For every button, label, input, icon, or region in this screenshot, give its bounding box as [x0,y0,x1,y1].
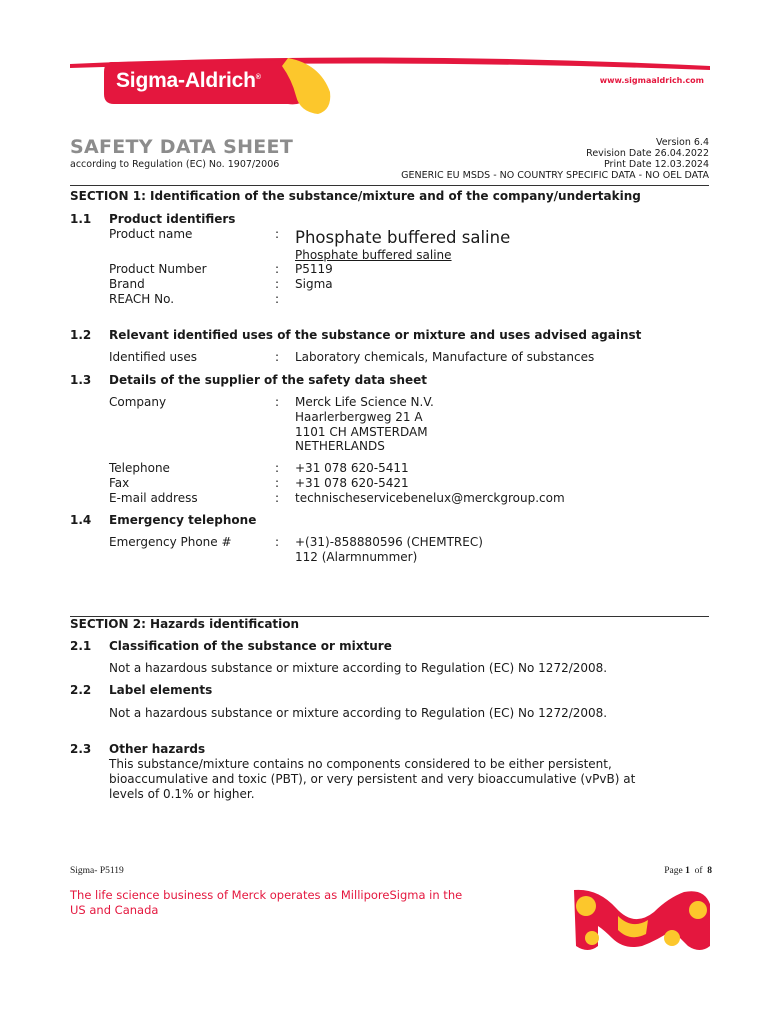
colon: : [275,535,280,549]
website-url[interactable]: www.sigmaaldrich.com [599,76,704,85]
colon: : [275,292,280,306]
emergency-phone: +(31)-858880596 (CHEMTREC) [295,535,483,549]
header-banner [0,0,768,130]
identified-uses-label: Identified uses [109,350,198,364]
company-line: NETHERLANDS [295,439,385,453]
product-name-label: Product name [109,227,193,241]
subsection-title: Emergency telephone [109,513,257,527]
merck-tagline: The life science business of Merck operates as MilliporeSigma in the US and Canada [70,888,463,917]
other-hazards-line: This substance/mixture contains no components considered to be either persistent, [109,757,612,771]
subsection-number: 1.3 [70,373,92,387]
colon: : [275,491,280,505]
identified-uses: Laboratory chemicals, Manufacture of substances [295,350,595,364]
subsection-number: 2.2 [70,683,92,697]
company-line: 1101 CH AMSTERDAM [295,425,428,439]
product-number: P5119 [295,262,333,276]
brand-value: Sigma [295,277,333,291]
colon: : [275,227,280,241]
divider [70,185,709,186]
revision-date: Revision Date 26.04.2022 [586,148,709,159]
footer-product-ref: Sigma- P5119 [70,866,124,876]
section2-heading: SECTION 2: Hazards identification [70,617,300,631]
email[interactable]: technischeservicebenelux@merckgroup.com [295,491,565,505]
subsection-number: 1.1 [70,212,92,226]
colon: : [275,395,280,409]
colon: : [275,277,280,291]
company-label: Company [109,395,167,409]
product-number-label: Product Number [109,262,207,276]
subsection-title: Classification of the substance or mixture [109,639,392,653]
company-line: Merck Life Science N.V. [295,395,434,409]
fax: +31 078 620-5421 [295,476,409,490]
product-name: Phosphate buffered saline [295,228,511,247]
fax-label: Fax [109,476,130,490]
colon: : [275,262,280,276]
regulation-line: according to Regulation (EC) No. 1907/2006 [70,159,280,170]
subsection-number: 1.4 [70,513,92,527]
other-hazards-line: bioaccumulative and toxic (PBT), or very persistent and very bioaccumulative (vPvB) at [109,772,636,786]
page-total: 8 [707,866,712,876]
generic-note: GENERIC EU MSDS - NO COUNTRY SPECIFIC DATA - NO OEL DATA [401,170,709,181]
product-name-sub: Phosphate buffered saline [295,248,452,262]
page-number: 1 [685,866,690,876]
merck-logo [568,886,716,956]
subsection-title: Relevant identified uses of the substance or mixture and uses advised against [109,328,642,342]
email-label: E-mail address [109,491,198,505]
brand-label: Brand [109,277,145,291]
subsection-number: 1.2 [70,328,92,342]
print-date: Print Date 12.03.2024 [604,159,709,170]
label-elements-text: Not a hazardous substance or mixture according to Regulation (EC) No 1272/2008. [109,706,608,720]
document-title: SAFETY DATA SHEET [70,136,294,158]
telephone-label: Telephone [109,461,170,475]
emergency-phone: 112 (Alarmnummer) [295,550,418,564]
other-hazards-line: levels of 0.1% or higher. [109,787,255,801]
subsection-number: 2.1 [70,639,92,653]
page-word: Page [664,866,683,876]
colon: : [275,461,280,475]
subsection-title: Other hazards [109,742,206,756]
classification-text: Not a hazardous substance or mixture according to Regulation (EC) No 1272/2008. [109,661,608,675]
version: Version 6.4 [655,137,709,148]
telephone: +31 078 620-5411 [295,461,409,475]
colon: : [275,350,280,364]
subsection-title: Product identifiers [109,212,236,226]
page-indicator [664,866,712,876]
subsection-title: Details of the supplier of the safety data sheet [109,373,428,387]
of-word: of [694,866,703,876]
emergency-phone-label: Emergency Phone # [109,535,232,549]
section1-heading: SECTION 1: Identification of the substance/mixture and of the company/undertaking [70,189,641,203]
subsection-title: Label elements [109,683,213,697]
subsection-number: 2.3 [70,742,92,756]
reach-label: REACH No. [109,292,175,306]
colon: : [275,476,280,490]
brand-logo: Sigma-Aldrich® [116,69,261,92]
company-line: Haarlerbergweg 21 A [295,410,423,424]
